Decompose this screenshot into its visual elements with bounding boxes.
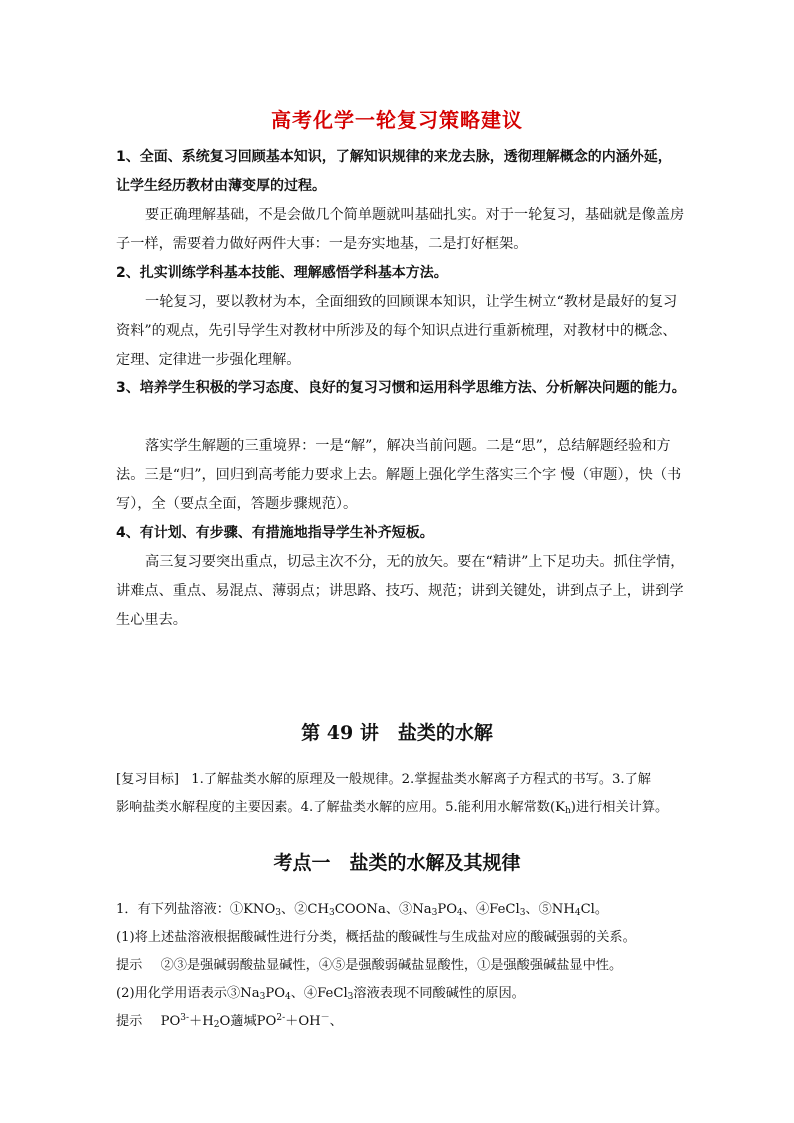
hint-1-text: ②③是强碱弱酸盐显碱性，④⑤是强酸弱碱盐显酸性，①是强酸强碱盐显中性。: [160, 958, 623, 973]
question-1-intro: 1．有下列盐溶液：$①KNO_3$、$②CH_3COONa$、$③Na_3PO_4$、④FeCl$_3$、$⑤NH_4Cl$。: [116, 902, 609, 918]
section-title-kaodian-1: 考点一 盐类的水解及其规律: [273, 852, 521, 874]
lecture-title: 第 49 讲 盐类的水解: [301, 722, 493, 744]
review-goals-text-2a: 影响盐类水解程度的主要因素。4.了解盐类水解的应用。5.能利用水解常数(K: [116, 800, 565, 815]
question-1-part-1: (1)将上述盐溶液根据酸碱性进行分类，概括盐的酸碱性与生成盐对应的酸碱强弱的关系。: [116, 930, 636, 945]
section-4-body-line-2: 讲难点、重点、易混点、薄弱点；讲思路、技巧、规范；讲到关键处，讲到点子上，讲到学: [116, 583, 684, 599]
section-3-body-line-1: 落实学生解题的三重境界：一是“解”，解决当前问题。二是“思”，总结解题经验和方: [145, 438, 671, 454]
section-3-body-line-3: 写），全（要点全面，答题步骤规范）。: [116, 496, 358, 512]
section-3-heading: 3、培养学生积极的学习态度、良好的复习习惯和运用科学思维方法、分析解决问题的能力。: [116, 380, 686, 396]
section-4-heading: 4、有计划、有步骤、有措施地指导学生补齐短板。: [116, 525, 434, 541]
section-2-body-line-1: 一轮复习，要以教材为本，全面细致的回顾课本知识，让学生树立“教材是最好的复习: [145, 294, 678, 310]
hint-2-equation: $PO^{3-}+H_2O$藡堿$PO^{2-}+OH^-$、: [160, 1013, 343, 1030]
review-goals-label: [复习目标]: [116, 772, 180, 787]
kh-subscript: h: [564, 806, 571, 816]
question-1-part-2: (2)用化学用语表示$③Na_3PO_4$、④FeCl$_3$溶液表现不同酸碱性的原因。: [116, 986, 525, 1002]
hint-1: [116, 954, 622, 973]
hint-1-label: 提示: [116, 958, 143, 973]
section-4-body-line-3: 生心里去。: [116, 612, 187, 628]
section-4-body-line-1: 高三复习要突出重点，切忌主次不分，无的放矢。要在“精讲”上下足功夫。抓住学情，: [145, 554, 685, 570]
section-2-body-line-2: 资料”的观点，先引导学生对教材中所涉及的每个知识点进行重新梳理，对教材中的概念、: [116, 323, 677, 339]
section-3-body-line-2: 法。三是“归”，回归到高考能力要求上去。解题上强化学生落实三个字 慢（审题），快（书: [116, 467, 682, 483]
document-title: 高考化学一轮复习策略建议: [271, 108, 523, 132]
section-1-body-line-2: 子一样，需要着力做好两件大事：一是夯实地基，二是打好框架。: [116, 236, 528, 252]
review-goals-line-1: [116, 768, 651, 787]
section-1-body-line-1: 要正确理解基础，不是会做几个简单题就叫基础扎实。对于一轮复习，基础就是像盖房: [145, 207, 685, 223]
hint-2-label: 提示: [116, 1014, 143, 1029]
hint-2: [116, 1010, 343, 1030]
section-2-heading: 2、扎实训练学科基本技能、理解感悟学科基本方法。: [116, 265, 448, 281]
review-goals-text-2b: )进行相关计算。: [570, 800, 669, 815]
section-2-body-line-3: 定理、定律进一步强化理解。: [116, 352, 301, 368]
review-goals-text-1: 1.了解盐类水解的原理及一般规律。2.掌握盐类水解离子方程式的书写。3.了解: [191, 772, 651, 787]
section-1-heading-line-1: 1、全面、系统复习回顾基本知识，了解知识规律的来龙去脉，透彻理解概念的内涵外延，: [116, 149, 672, 165]
review-goals-line-2: [116, 796, 668, 816]
section-1-heading-line-2: 让学生经历教材由薄变厚的过程。: [116, 178, 326, 194]
